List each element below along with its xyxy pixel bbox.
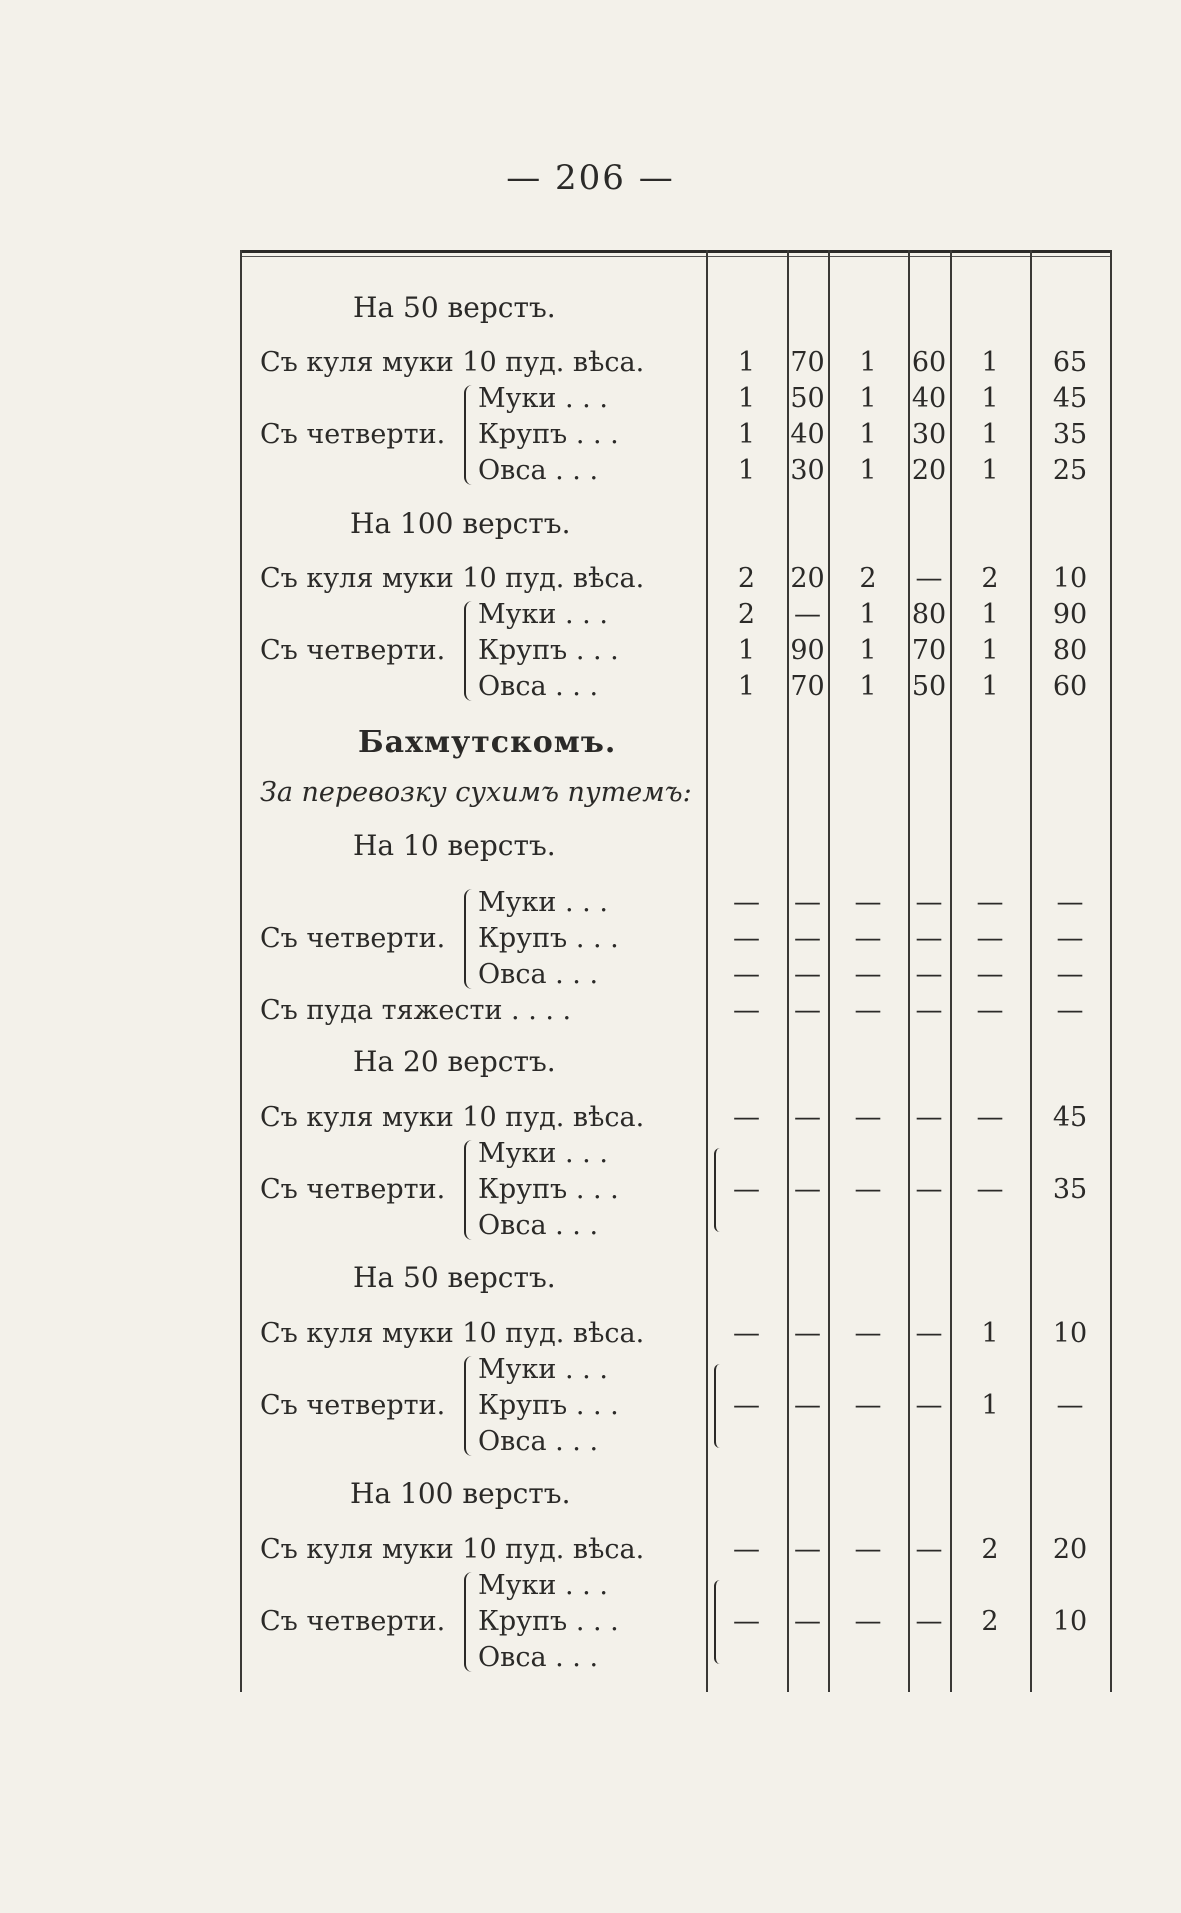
row-label: Крупъ . . . bbox=[478, 1174, 619, 1205]
cell-kop-2: — bbox=[915, 1174, 943, 1205]
cell-rub-1: 1 bbox=[737, 347, 756, 378]
cell-kop-1: — bbox=[794, 1390, 821, 1421]
cell-kop-3: — bbox=[1056, 923, 1084, 954]
cell-rub-1: — bbox=[733, 1174, 760, 1205]
cell-rub-3: 2 bbox=[981, 1606, 999, 1637]
district-heading bbox=[240, 721, 1112, 765]
section-heading bbox=[240, 506, 1112, 542]
heading-text: На 100 верстъ. bbox=[350, 1477, 571, 1510]
table-row bbox=[240, 417, 1112, 453]
cell-rub-1: 1 bbox=[737, 383, 756, 414]
row-label: Съ куля муки 10 пуд. вѣса. bbox=[260, 563, 645, 594]
table-row bbox=[240, 597, 1112, 633]
table-row bbox=[240, 1640, 1112, 1676]
cell-kop-1: — bbox=[794, 1318, 821, 1349]
cell-rub-3: 1 bbox=[981, 671, 999, 702]
cell-kop-2: 60 bbox=[911, 347, 947, 378]
cell-kop-1: — bbox=[794, 959, 821, 990]
cell-rub-1: — bbox=[733, 1534, 760, 1565]
cell-kop-3: 20 bbox=[1052, 1534, 1088, 1565]
row-group-label: Съ четверти. bbox=[260, 419, 446, 450]
table-row bbox=[240, 1388, 1112, 1424]
cell-kop-1: 50 bbox=[790, 383, 825, 414]
cell-rub-1: — bbox=[733, 923, 760, 954]
cell-rub-1: — bbox=[733, 995, 760, 1026]
row-label: Съ куля муки 10 пуд. вѣса. bbox=[260, 1318, 645, 1349]
cell-rub-3: 2 bbox=[981, 1534, 999, 1565]
section-heading bbox=[240, 1044, 1112, 1080]
row-label: Муки . . . bbox=[478, 887, 608, 918]
cell-rub-1: — bbox=[733, 1318, 760, 1349]
cell-rub-3: — bbox=[976, 923, 1004, 954]
cell-rub-2: 1 bbox=[859, 599, 877, 630]
cell-rub-2: 1 bbox=[859, 347, 877, 378]
cell-kop-1: 30 bbox=[790, 455, 825, 486]
table-row bbox=[240, 669, 1112, 705]
cell-rub-3: — bbox=[976, 1174, 1004, 1205]
table-row bbox=[240, 1568, 1112, 1604]
cell-rub-1: — bbox=[733, 1390, 760, 1421]
cell-kop-2: — bbox=[915, 995, 943, 1026]
cell-rub-1: 2 bbox=[737, 599, 756, 630]
cell-rub-2: 1 bbox=[859, 383, 877, 414]
heading-text: На 50 верстъ. bbox=[353, 291, 556, 324]
row-group-label: Съ четверти. bbox=[260, 635, 446, 666]
section-heading bbox=[240, 1476, 1112, 1512]
cell-kop-3: 60 bbox=[1052, 671, 1088, 702]
cell-kop-1: — bbox=[794, 995, 821, 1026]
cell-rub-1: 1 bbox=[737, 671, 756, 702]
section-heading bbox=[240, 290, 1112, 326]
table-row bbox=[240, 1316, 1112, 1352]
cell-kop-1: 40 bbox=[790, 419, 825, 450]
cell-rub-2: — bbox=[854, 959, 882, 990]
cell-rub-1: 1 bbox=[737, 419, 756, 450]
cell-kop-1: — bbox=[794, 887, 821, 918]
cell-kop-2: — bbox=[915, 1606, 943, 1637]
cell-kop-3: 45 bbox=[1052, 1102, 1088, 1133]
heading-text: На 100 верстъ. bbox=[350, 507, 571, 540]
row-group-label: Съ четверти. bbox=[260, 1174, 446, 1205]
table-row bbox=[240, 381, 1112, 417]
cell-kop-3: 25 bbox=[1052, 455, 1088, 486]
cell-kop-3: 10 bbox=[1052, 1318, 1088, 1349]
cell-kop-2: 40 bbox=[911, 383, 947, 414]
cell-rub-3: 1 bbox=[981, 383, 999, 414]
cell-rub-1: — bbox=[733, 959, 760, 990]
cell-kop-3: 10 bbox=[1052, 1606, 1088, 1637]
cell-kop-1: 70 bbox=[790, 671, 825, 702]
table-top-rule-thin bbox=[240, 256, 1112, 257]
table-row bbox=[240, 1172, 1112, 1208]
cell-kop-3: 10 bbox=[1052, 563, 1088, 594]
cell-kop-2: — bbox=[915, 563, 943, 594]
cell-kop-3: — bbox=[1056, 959, 1084, 990]
cell-rub-1: — bbox=[733, 1102, 760, 1133]
cell-kop-2: — bbox=[915, 959, 943, 990]
row-label: Овса . . . bbox=[478, 1426, 599, 1457]
table-row bbox=[240, 633, 1112, 669]
cell-kop-2: — bbox=[915, 1390, 943, 1421]
cell-rub-2: 2 bbox=[859, 563, 877, 594]
table-row bbox=[240, 1604, 1112, 1640]
cell-kop-2: 20 bbox=[911, 455, 947, 486]
cell-kop-3: — bbox=[1056, 995, 1084, 1026]
cell-kop-1: 70 bbox=[790, 347, 825, 378]
cell-rub-1: 2 bbox=[737, 563, 756, 594]
cell-rub-2: — bbox=[854, 923, 882, 954]
cell-kop-2: 50 bbox=[911, 671, 947, 702]
cell-rub-1: — bbox=[733, 887, 760, 918]
cell-rub-3: 1 bbox=[981, 635, 999, 666]
cell-rub-3: 2 bbox=[981, 563, 999, 594]
cell-rub-3: — bbox=[976, 887, 1004, 918]
cell-kop-1: 90 bbox=[790, 635, 825, 666]
heading-text: На 10 верстъ. bbox=[353, 829, 556, 862]
cell-rub-3: 1 bbox=[981, 455, 999, 486]
row-label: Крупъ . . . bbox=[478, 1606, 619, 1637]
table-row bbox=[240, 561, 1112, 597]
cell-rub-2: — bbox=[854, 887, 882, 918]
cell-kop-3: — bbox=[1056, 1390, 1084, 1421]
table-top-rule bbox=[240, 250, 1112, 253]
cell-rub-2: 1 bbox=[859, 419, 877, 450]
table-row bbox=[240, 345, 1112, 381]
row-label: Овса . . . bbox=[478, 1210, 599, 1241]
cell-rub-3: — bbox=[976, 959, 1004, 990]
cell-kop-1: 20 bbox=[790, 563, 825, 594]
page-number: — 206 — bbox=[506, 158, 675, 198]
cell-kop-1: — bbox=[794, 923, 821, 954]
row-group-label: Съ четверти. bbox=[260, 1606, 446, 1637]
row-group-label: Съ четверти. bbox=[260, 923, 446, 954]
row-label: Муки . . . bbox=[478, 1354, 608, 1385]
cell-kop-3: 90 bbox=[1052, 599, 1088, 630]
table-row bbox=[240, 1136, 1112, 1172]
row-group-label: Съ четверти. bbox=[260, 1390, 446, 1421]
cell-rub-1: 1 bbox=[737, 635, 756, 666]
table-row bbox=[240, 1352, 1112, 1388]
table-row bbox=[240, 1100, 1112, 1136]
cell-rub-3: — bbox=[976, 995, 1004, 1026]
table-row bbox=[240, 1424, 1112, 1460]
cell-kop-2: — bbox=[915, 923, 943, 954]
cell-kop-1: — bbox=[794, 1534, 821, 1565]
table-row bbox=[240, 921, 1112, 957]
cell-kop-3: 80 bbox=[1052, 635, 1088, 666]
cell-rub-2: 1 bbox=[859, 455, 877, 486]
row-label: Съ куля муки 10 пуд. вѣса. bbox=[260, 1102, 645, 1133]
cell-kop-3: — bbox=[1056, 887, 1084, 918]
transport-heading bbox=[240, 775, 1112, 811]
cell-kop-1: — bbox=[794, 599, 821, 630]
cell-kop-3: 45 bbox=[1052, 383, 1088, 414]
cell-kop-2: — bbox=[915, 887, 943, 918]
row-label: Муки . . . bbox=[478, 383, 608, 414]
cell-rub-3: 1 bbox=[981, 599, 999, 630]
cell-rub-3: — bbox=[976, 1102, 1004, 1133]
table-row bbox=[240, 957, 1112, 993]
cell-kop-2: 80 bbox=[911, 599, 947, 630]
cell-kop-2: — bbox=[915, 1318, 943, 1349]
cell-kop-1: — bbox=[794, 1606, 821, 1637]
row-label: Муки . . . bbox=[478, 1570, 608, 1601]
heading-text: На 20 верстъ. bbox=[353, 1045, 556, 1078]
cell-rub-2: — bbox=[854, 1102, 882, 1133]
cell-kop-3: 35 bbox=[1052, 419, 1088, 450]
row-label: Муки . . . bbox=[478, 1138, 608, 1169]
cell-kop-2: 70 bbox=[911, 635, 947, 666]
cell-rub-3: 1 bbox=[981, 419, 999, 450]
cell-rub-2: — bbox=[854, 1318, 882, 1349]
row-label: Съ куля муки 10 пуд. вѣса. bbox=[260, 347, 645, 378]
heading-text: На 50 верстъ. bbox=[353, 1261, 556, 1294]
cell-rub-1: 1 bbox=[737, 455, 756, 486]
district-name: Бахмутскомъ. bbox=[358, 725, 617, 760]
row-label: Съ куля муки 10 пуд. вѣса. bbox=[260, 1534, 645, 1565]
cell-rub-2: — bbox=[854, 1390, 882, 1421]
cell-kop-1: — bbox=[794, 1174, 821, 1205]
cell-rub-3: 1 bbox=[981, 1390, 999, 1421]
cell-rub-2: — bbox=[854, 1174, 882, 1205]
section-heading bbox=[240, 1260, 1112, 1296]
row-label: Овса . . . bbox=[478, 1642, 599, 1673]
cell-rub-2: 1 bbox=[859, 671, 877, 702]
section-heading bbox=[240, 828, 1112, 864]
table-row bbox=[240, 1532, 1112, 1568]
cell-rub-2: 1 bbox=[859, 635, 877, 666]
cell-kop-2: 30 bbox=[911, 419, 947, 450]
row-label: Овса . . . bbox=[478, 671, 599, 702]
table-row bbox=[240, 1208, 1112, 1244]
cell-kop-3: 35 bbox=[1052, 1174, 1088, 1205]
tariff-table bbox=[240, 250, 1112, 1692]
row-label: Муки . . . bbox=[478, 599, 608, 630]
cell-rub-2: — bbox=[854, 1534, 882, 1565]
cell-rub-2: — bbox=[854, 995, 882, 1026]
row-label: Овса . . . bbox=[478, 959, 599, 990]
cell-kop-1: — bbox=[794, 1102, 821, 1133]
cell-rub-3: 1 bbox=[981, 1318, 999, 1349]
cell-kop-2: — bbox=[915, 1534, 943, 1565]
transport-text: За перевозку сухимъ путемъ: bbox=[260, 777, 692, 808]
row-label: Крупъ . . . bbox=[478, 1390, 619, 1421]
cell-kop-2: — bbox=[915, 1102, 943, 1133]
cell-rub-2: — bbox=[854, 1606, 882, 1637]
row-label: Съ пуда тяжести . . . . bbox=[260, 995, 572, 1026]
cell-rub-3: 1 bbox=[981, 347, 999, 378]
cell-rub-1: — bbox=[733, 1606, 760, 1637]
table-row bbox=[240, 993, 1112, 1029]
cell-kop-3: 65 bbox=[1052, 347, 1088, 378]
row-label: Крупъ . . . bbox=[478, 635, 619, 666]
row-label: Крупъ . . . bbox=[478, 923, 619, 954]
row-label: Овса . . . bbox=[478, 455, 599, 486]
row-label: Крупъ . . . bbox=[478, 419, 619, 450]
table-row bbox=[240, 453, 1112, 489]
table-row bbox=[240, 885, 1112, 921]
